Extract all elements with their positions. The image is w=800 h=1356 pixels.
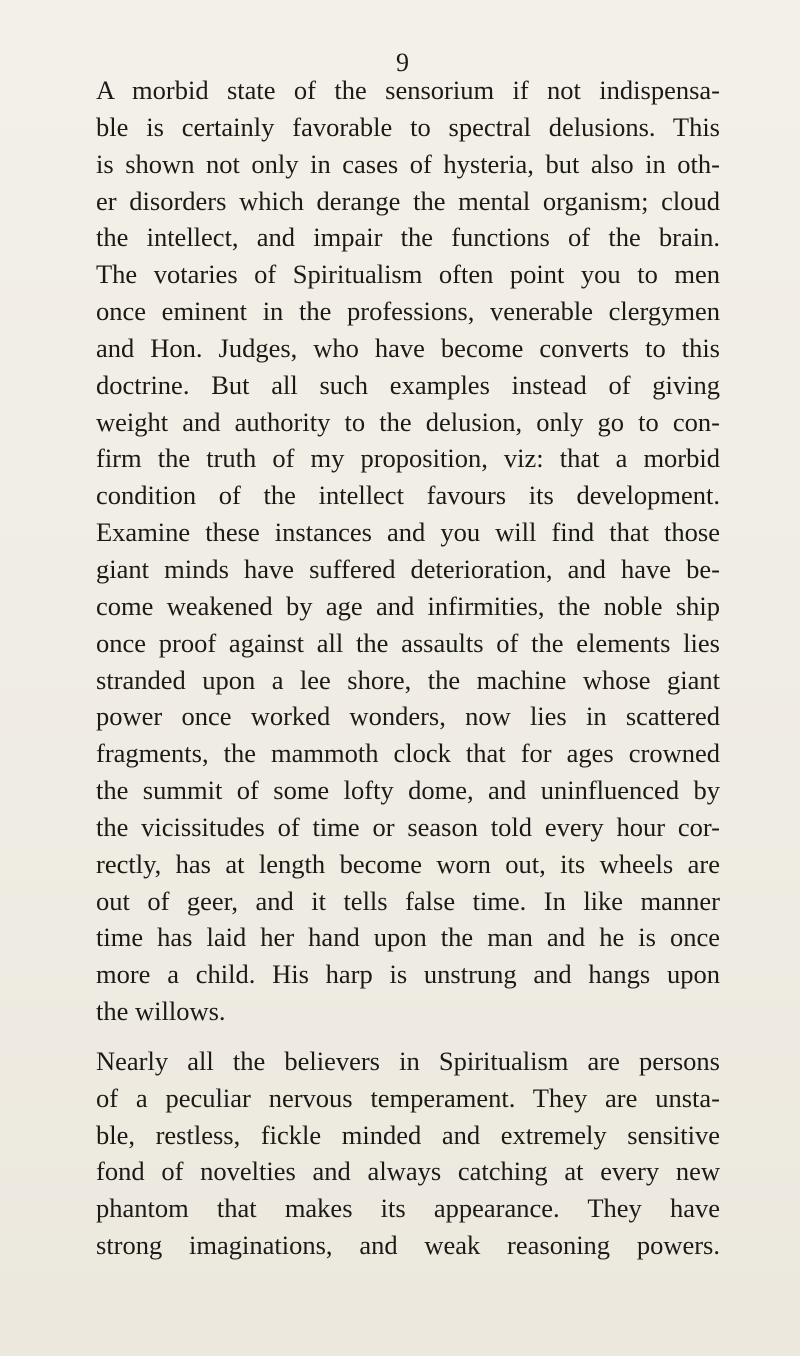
text-line: the intellect, and impair the functions of the brain. (96, 222, 720, 253)
text-line: fragments, the mammoth clock that for ages crowned (96, 738, 720, 769)
text-line: ble, restless, fickle minded and extremely sensitive (96, 1119, 720, 1150)
text-line: er disorders which derange the mental organism; cloud (96, 185, 720, 216)
text-line: power once worked wonders, now lies in scattered (96, 701, 720, 732)
paragraph (96, 1043, 720, 1264)
text-line: rectly, has at length become worn out, its wheels are (96, 848, 720, 879)
text-line: once eminent in the professions, venerable clergymen (96, 296, 720, 327)
text-line: more a child. His harp is unstrung and hangs upon (96, 959, 720, 990)
text-line: phantom that makes its appearance. They have (96, 1193, 720, 1224)
text-line: Nearly all the believers in Spiritualism are persons (96, 1045, 720, 1076)
text-line: once proof against all the assaults of the elements lies (96, 627, 720, 658)
text-line: out of geer, and it tells false time. In like manner (96, 885, 720, 916)
text-line: ble is certainly favorable to spectral delusions. This (96, 111, 720, 142)
text-line: weight and authority to the delusion, only go to con- (96, 406, 720, 437)
text-line: condition of the intellect favours its development. (96, 480, 720, 511)
paragraph (96, 72, 720, 1030)
text-line: and Hon. Judges, who have become converts to this (96, 332, 720, 363)
text-line: The votaries of Spiritualism often point you to men (96, 259, 720, 290)
text-line: Examine these instances and you will find that those (96, 517, 720, 548)
body-text (96, 72, 720, 1264)
text-line: time has laid her hand upon the man and he is once (96, 922, 720, 953)
text-line: the summit of some lofty dome, and uninfluenced by (96, 775, 720, 806)
text-line: giant minds have suffered deterioration, and have be- (96, 553, 720, 584)
text-line: A morbid state of the sensorium if not indispensa- (96, 75, 720, 105)
text-line: of a peculiar nervous temperament. They are unsta- (96, 1082, 720, 1113)
text-line: stranded upon a lee shore, the machine whose giant (96, 664, 720, 695)
text-line: the vicissitudes of time or season told every hour cor- (96, 811, 720, 842)
paragraph-gap (96, 1030, 720, 1043)
text-line: fond of novelties and always catching at every new (96, 1156, 720, 1187)
text-line: the willows. (96, 996, 226, 1027)
text-line: strong imaginations, and weak reasoning powers. (96, 1230, 720, 1261)
text-line: is shown not only in cases of hysteria, but also in oth- (96, 148, 720, 179)
page-number: 9 (396, 48, 409, 77)
text-line: doctrine. But all such examples instead of giving (96, 369, 720, 400)
text-line: come weakened by age and infirmities, the noble ship (96, 590, 720, 621)
text-line: firm the truth of my proposition, viz: that a morbid (96, 443, 720, 474)
